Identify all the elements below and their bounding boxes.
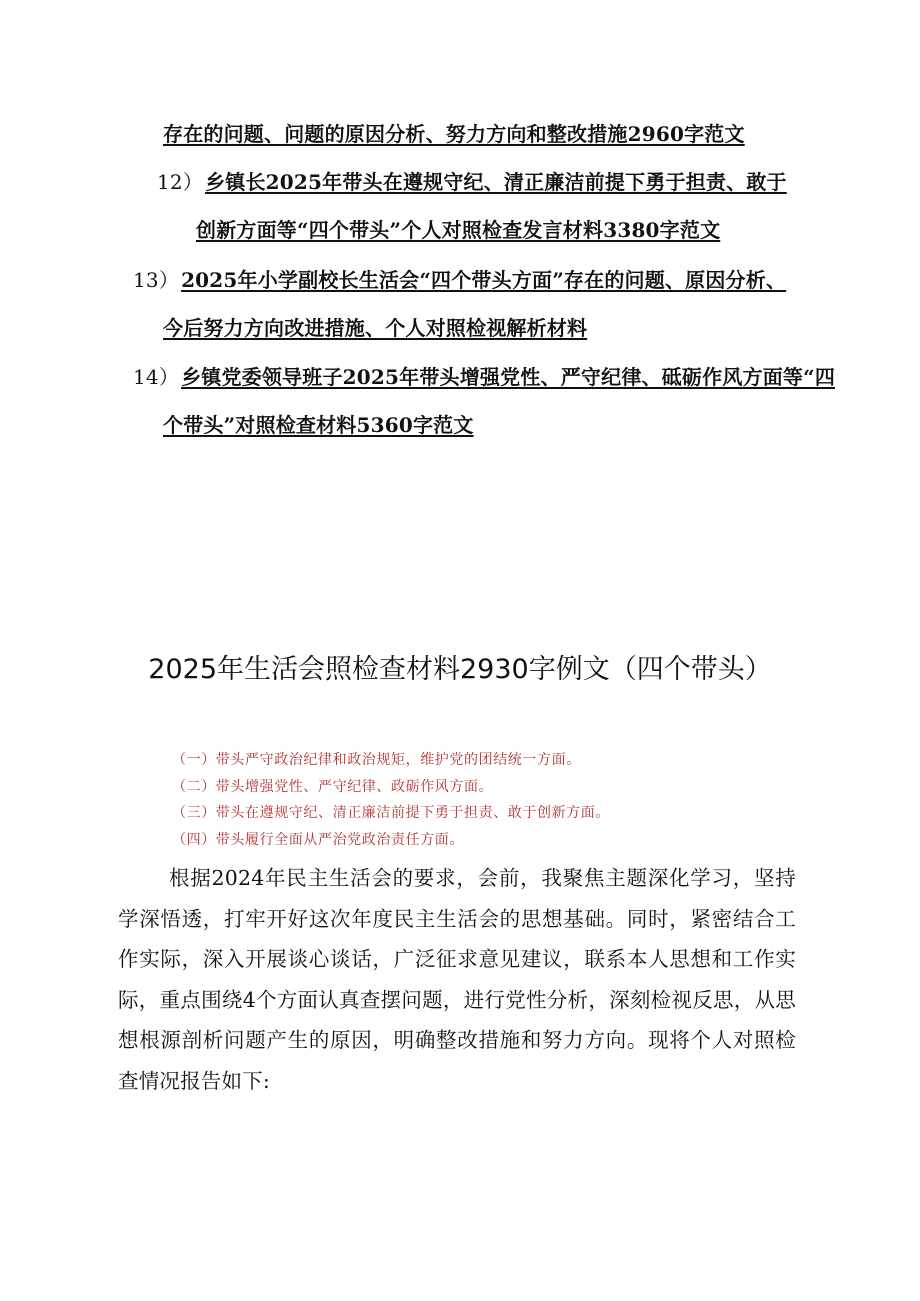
toc-number: 14） — [133, 365, 180, 389]
summary-item: （二）带头增强党性、严守纪律、政砺作风方面。 — [172, 778, 494, 795]
summary-list — [172, 747, 792, 853]
toc-link-text[interactable]: 存在的问题、问题的原因分析、努力方向和整改措施2960字范文 — [163, 122, 745, 146]
toc-number: 12） — [157, 170, 204, 194]
toc-link-text[interactable]: 今后努力方向改进措施、个人对照检视解析材料 — [163, 316, 588, 340]
toc-entry-12-line-2[interactable] — [196, 216, 720, 244]
document-title: 2025年生活会照检查材料2930字例文（四个带头） — [148, 654, 772, 685]
toc-entry-13-line-1[interactable] — [133, 266, 786, 294]
toc-link-text[interactable]: 乡镇长2025年带头在遵规守纪、清正廉洁前提下勇于担责、敢于 — [205, 170, 787, 194]
summary-item: （一）带头严守政治纪律和政治规矩，维护党的团结统一方面。 — [172, 752, 581, 768]
toc-link-text[interactable]: 2025年小学副校长生活会“四个带头方面”存在的问题、原因分析、 — [181, 268, 787, 292]
toc-entry-12-line-1[interactable] — [157, 168, 787, 196]
toc-link-text[interactable]: 创新方面等“四个带头”个人对照检查发言材料3380字范文 — [196, 218, 721, 242]
toc-entry-13-line-2[interactable] — [163, 314, 587, 342]
toc-number: 13） — [133, 268, 180, 292]
toc-link-text[interactable]: 个带头”对照检查材料5360字范文 — [163, 413, 474, 437]
toc-entry-11-line-2[interactable] — [163, 120, 745, 148]
toc-entry-14-line-1[interactable] — [133, 363, 835, 391]
summary-item: （三）带头在遵规守纪、清正廉洁前提下勇于担责、敢于创新方面。 — [172, 805, 610, 821]
summary-item: （四）带头履行全面从严治党政治责任方面。 — [172, 831, 464, 848]
toc-link-text[interactable]: 乡镇党委领导班子2025年带头增强党性、严守纪律、砥砺作风方面等“四 — [181, 365, 836, 389]
body-paragraph: 根据2024年民主生活会的要求，会前，我聚焦主题深化学习，坚持学深悟透，打牢开好这次年度民主生活会的思想基础。同时，紧密结合工作实际，深入开展谈心谈话，广泛征求意见建议，联系本人思想和工作实际，重点围绕4个方面认真查摆问题，进行党性分析，深刻检视反思，从思想根源剖析问题产生的原因，明确整改措施和努力方向。现将个人对照检查情况报告如下: — [118, 866, 796, 1093]
toc-entry-14-line-2[interactable] — [163, 411, 474, 439]
